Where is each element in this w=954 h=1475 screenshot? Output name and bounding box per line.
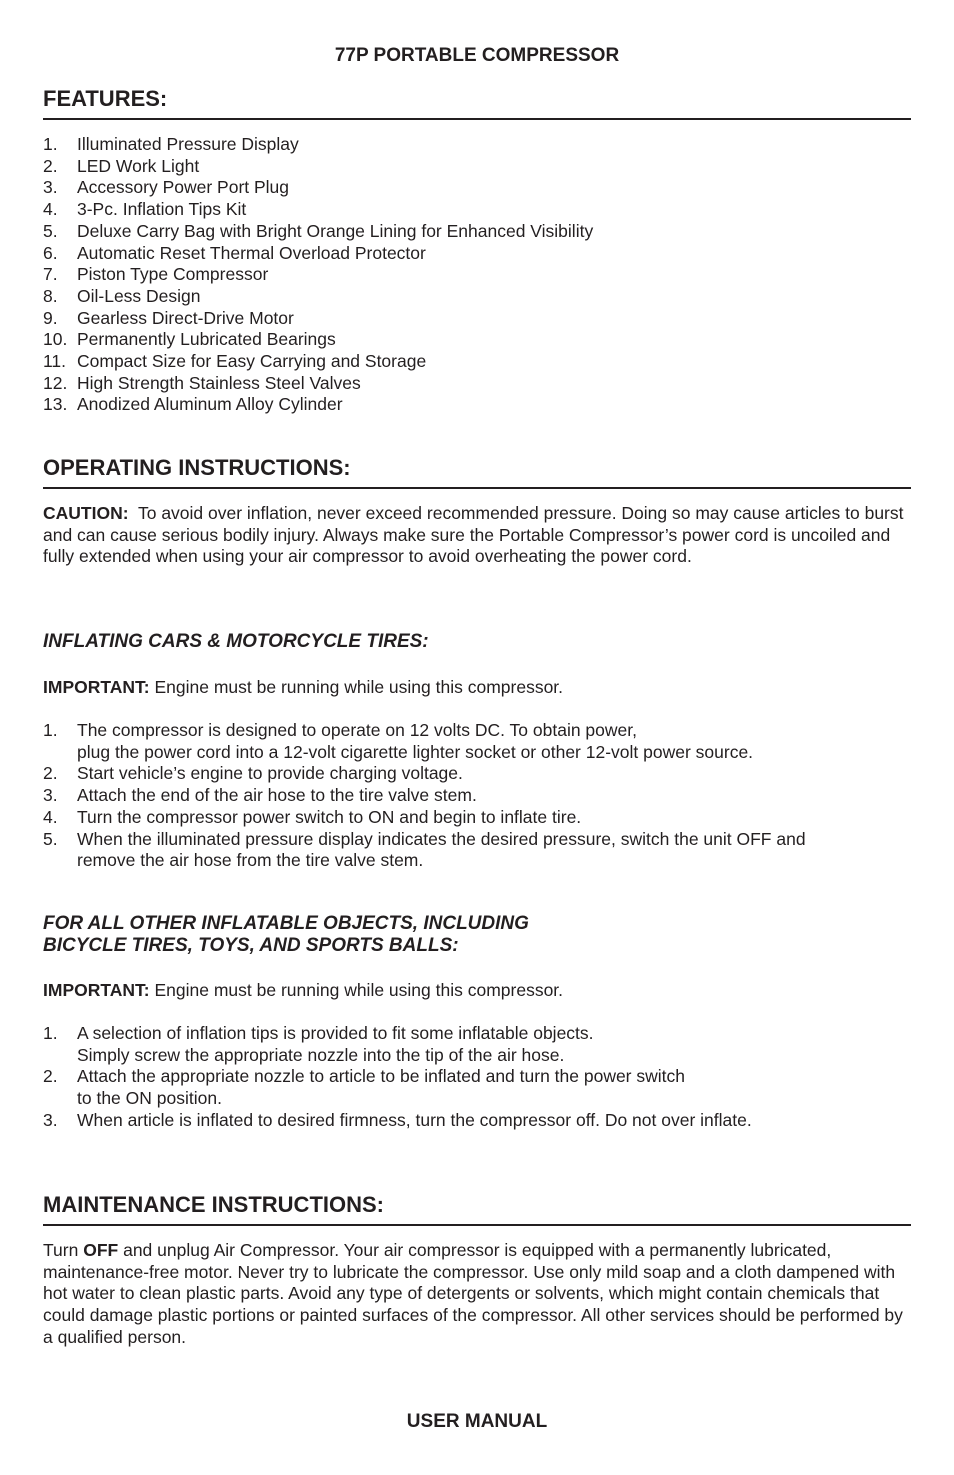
cars-step-text-continued: remove the air hose from the tire valve stem. [77, 850, 424, 871]
cars-steps-list [43, 720, 911, 872]
maintenance-text-after: and unplug Air Compressor. Your air compressor is equipped with a permanently lubricated, maintenance-free motor. Never try to lubricate the compressor. Use only mild soap and a cloth dampened with hot water to clean plastic parts. Avoid any type of detergents or solvents, which might contain chemicals that could damage plastic portions or painted surfaces of the compressor. All other services should be performed by a qualified person. [43, 1240, 903, 1347]
other-step [43, 1110, 911, 1132]
feature-item [43, 221, 911, 243]
cars-step-text: Start vehicle’s engine to provide charging voltage. [77, 763, 463, 784]
other-step-text-continued: Simply screw the appropriate nozzle into the tip of the air hose. [77, 1044, 565, 1065]
feature-item-text: Compact Size for Easy Carrying and Storage [77, 351, 427, 372]
caution-paragraph [43, 503, 911, 568]
cars-step [43, 785, 911, 807]
feature-item [43, 373, 911, 395]
other-step [43, 1066, 911, 1109]
other-important-note [43, 980, 911, 1002]
feature-item [43, 264, 911, 286]
cars-important-label: IMPORTANT: [43, 677, 150, 697]
cars-important-note [43, 677, 911, 699]
feature-item-number: 6. [43, 242, 58, 263]
other-step-text: Attach the appropriate nozzle to article to be inflated and turn the power switch [77, 1066, 685, 1087]
footer-user-manual: USER MANUAL [406, 1411, 548, 1432]
other-step [43, 1023, 911, 1066]
feature-item [43, 286, 911, 308]
cars-step [43, 807, 911, 829]
inflating-cars-heading: INFLATING CARS & MOTORCYCLE TIRES: [43, 631, 429, 652]
feature-item-number: 3. [43, 177, 58, 198]
feature-item-number: 11. [43, 351, 67, 372]
feature-item-text: LED Work Light [77, 155, 200, 176]
caution-text: To avoid over inflation, never exceed recommended pressure. Doing so may cause articles to burst and can cause serious bodily injury. Always make sure the Portable Compressor’s power cord is uncoiled and fully extended when using your air compressor to avoid overheating the power cord. [43, 503, 904, 567]
feature-item [43, 394, 911, 416]
other-step-number: 3. [43, 1109, 58, 1130]
other-step-text: A selection of inflation tips is provided to fit some inflatable objects. [77, 1023, 594, 1043]
feature-item-text: 3-Pc. Inflation Tips Kit [77, 199, 247, 220]
features-heading: FEATURES: [43, 86, 911, 120]
cars-step [43, 763, 911, 785]
other-heading-line2: BICYCLE TIRES, TOYS, AND SPORTS BALLS: [43, 935, 459, 956]
feature-item [43, 199, 911, 221]
feature-item-number: 5. [43, 220, 58, 241]
feature-item-number: 13. [43, 394, 68, 415]
other-important-text: Engine must be running while using this compressor. [154, 980, 564, 1000]
caution-label: CAUTION: [43, 503, 129, 523]
cars-step-text: When the illuminated pressure display indicates the desired pressure, switch the unit OFF and [77, 828, 806, 849]
maintenance-text-before: Turn [43, 1240, 79, 1260]
cars-important-text: Engine must be running while using this compressor. [154, 677, 564, 697]
feature-item-text: Anodized Aluminum Alloy Cylinder [77, 394, 343, 415]
feature-item-text: Permanently Lubricated Bearings [77, 329, 336, 350]
feature-item [43, 329, 911, 351]
feature-item-number: 2. [43, 155, 58, 176]
feature-item-number: 12. [43, 372, 68, 393]
feature-item-text: Illuminated Pressure Display [77, 134, 299, 154]
feature-item-text: Gearless Direct-Drive Motor [77, 307, 294, 328]
feature-item [43, 308, 911, 330]
features-list [43, 134, 911, 416]
cars-step [43, 720, 911, 763]
feature-item-text: Deluxe Carry Bag with Bright Orange Lining for Enhanced Visibility [77, 220, 594, 241]
other-step-number: 1. [43, 1023, 58, 1043]
other-heading-line1: FOR ALL OTHER INFLATABLE OBJECTS, INCLUDING [43, 913, 529, 934]
maintenance-paragraph [43, 1240, 911, 1349]
other-step-text: When article is inflated to desired firmness, turn the compressor off. Do not over inflate. [77, 1109, 752, 1130]
cars-step-text: The compressor is designed to operate on 12 volts DC. To obtain power, [77, 720, 637, 740]
other-inflatables-heading [43, 913, 911, 957]
cars-step [43, 829, 911, 872]
cars-step-number: 4. [43, 806, 58, 827]
feature-item [43, 243, 911, 265]
feature-item [43, 351, 911, 373]
maintenance-bold-off: OFF [83, 1240, 119, 1260]
feature-item-number: 9. [43, 307, 58, 328]
feature-item-number: 10. [43, 329, 68, 350]
cars-step-text-continued: plug the power cord into a 12-volt cigarette lighter socket or other 12-volt power source. [77, 741, 754, 762]
other-step-number: 2. [43, 1066, 58, 1087]
feature-item-number: 1. [43, 134, 58, 154]
operating-instructions-heading: OPERATING INSTRUCTIONS: [43, 455, 911, 489]
cars-step-number: 3. [43, 785, 58, 806]
other-steps-list [43, 1023, 911, 1132]
feature-item-text: High Strength Stainless Steel Valves [77, 372, 361, 393]
feature-item-number: 8. [43, 285, 58, 306]
cars-step-text: Attach the end of the air hose to the tire valve stem. [77, 785, 477, 806]
cars-step-number: 2. [43, 763, 58, 784]
feature-item-number: 7. [43, 264, 58, 285]
other-step-text-continued: to the ON position. [77, 1088, 222, 1109]
cars-step-number: 1. [43, 720, 58, 740]
feature-item-text: Oil-Less Design [77, 285, 201, 306]
document-title: 77P PORTABLE COMPRESSOR [334, 45, 620, 66]
feature-item [43, 156, 911, 178]
other-important-label: IMPORTANT: [43, 980, 150, 1000]
feature-item-text: Piston Type Compressor [77, 264, 269, 285]
feature-item [43, 134, 911, 156]
feature-item-text: Accessory Power Port Plug [77, 177, 290, 198]
cars-step-number: 5. [43, 828, 58, 849]
feature-item [43, 177, 911, 199]
cars-step-text: Turn the compressor power switch to ON and begin to inflate tire. [77, 806, 582, 827]
maintenance-instructions-heading: MAINTENANCE INSTRUCTIONS: [43, 1192, 911, 1226]
feature-item-number: 4. [43, 199, 58, 220]
feature-item-text: Automatic Reset Thermal Overload Protector [77, 242, 426, 263]
